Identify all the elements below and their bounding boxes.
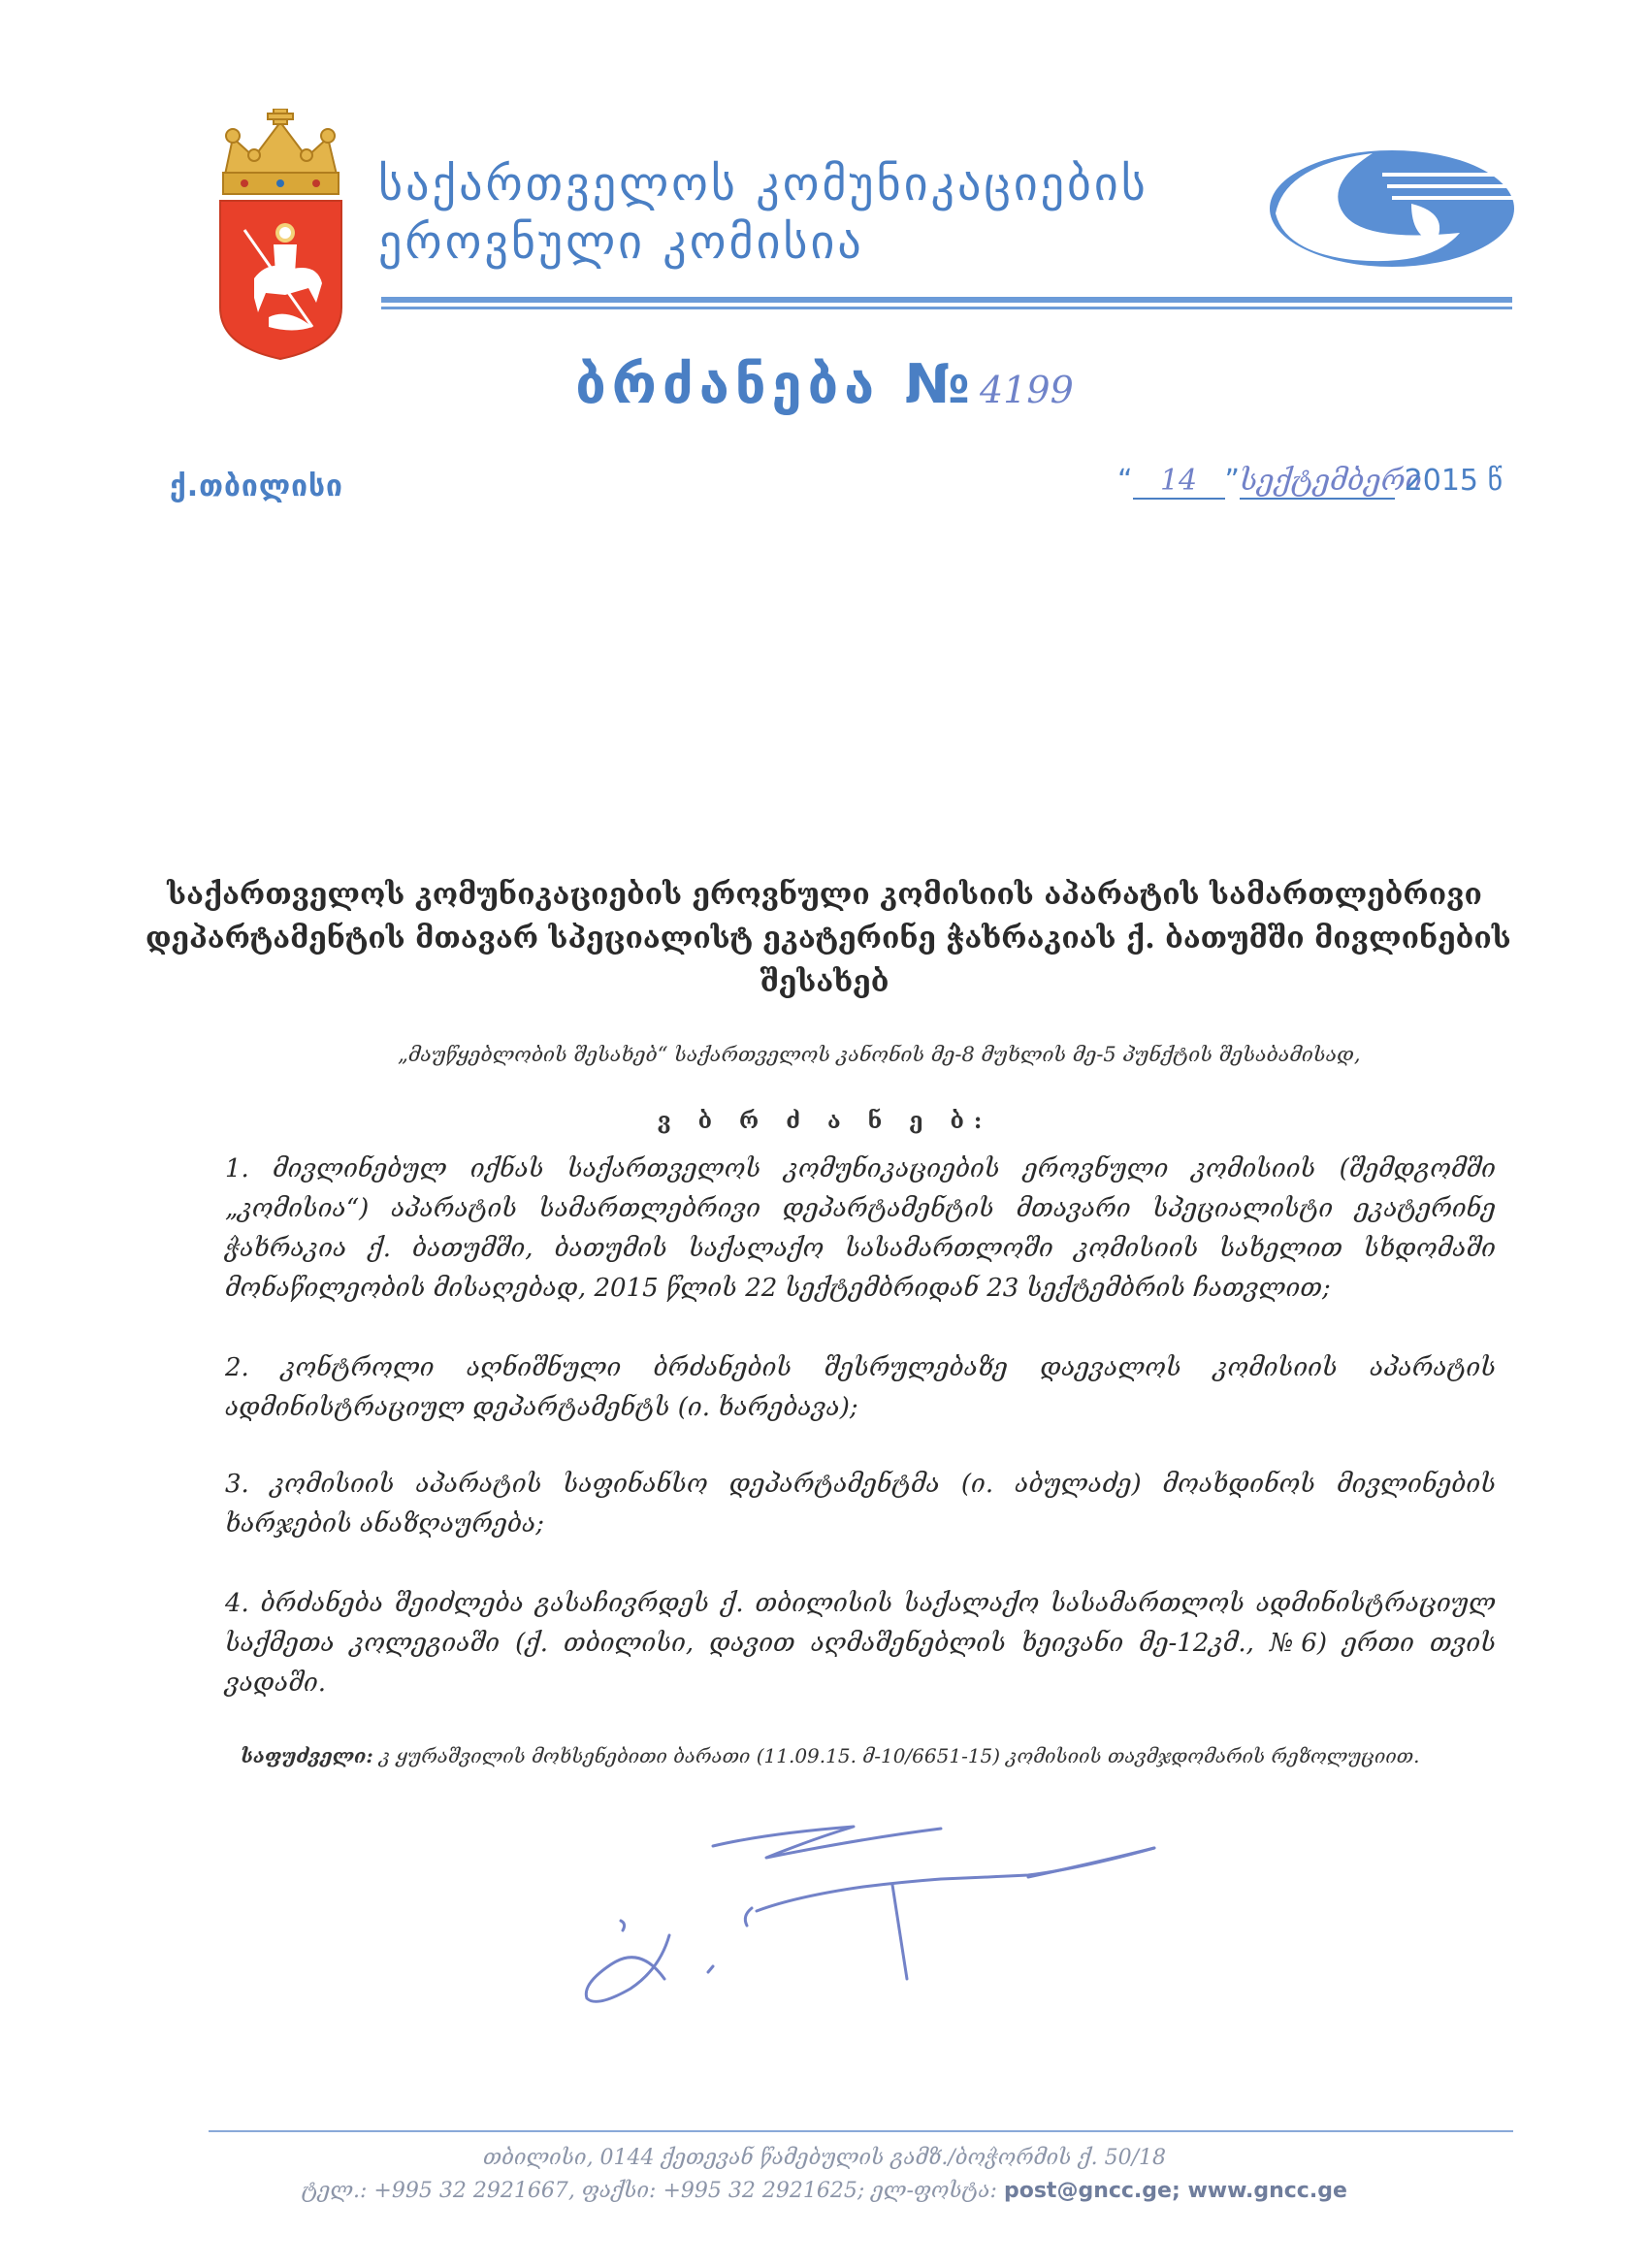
reason-note <box>241 1744 1420 1767</box>
order-word: ვ ბ რ ძ ა ნ ე ბ: <box>657 1108 992 1134</box>
paragraph-1: 1. მივლინებულ იქნას საქართველოს კომუნიკაციების ეროვნული კომისიის (შემდგომში „კომისია“) აპარატის სამართლებრივი დეპარტამენტის მთავარი სპეციალისტი ეკატერინე ჭახრაკია ქ. ბათუმში, ბათუმის საქალაქო სასამართლოში კომისიის სახელით სხდომაში მონაწილეობის მისაღებად, 2015 წლის 22 სექტემბრიდან 23 სექტემბრის ჩათვლით; <box>225 1154 1496 1303</box>
footer-divider <box>209 2130 1513 2132</box>
paragraph-2: 2. კონტროლი აღნიშნული ბრძანების შესრულებაზე დაევალოს კომისიის აპარატის ადმინისტრაციულ დეპარტამენტს (ი. ხარებავა); <box>225 1353 1496 1422</box>
phone-label: ტელ.: <box>302 2179 374 2203</box>
date-month: სექტემბერი <box>1240 464 1422 498</box>
website-link[interactable]: www.gncc.ge <box>1187 2179 1347 2203</box>
issue-city: ქ.თბილისი <box>170 470 343 503</box>
date-open-quote: “ <box>1117 464 1133 498</box>
organization-name-line1: საქართველოს კომუნიკაციების <box>378 157 1148 211</box>
reason-label: საფუძველი: <box>241 1744 373 1767</box>
coat-of-arms-emblem <box>215 109 346 361</box>
fax-number: +995 32 2921625 <box>663 2179 857 2203</box>
organization-name-line2: ეროვნული კომისია <box>378 215 864 270</box>
subject-line-3: შესახებ <box>760 965 889 999</box>
contact-separator: ; <box>1171 2179 1188 2203</box>
phone-number: +995 32 2921667 <box>373 2179 568 2203</box>
date-close-quote: ” <box>1224 464 1241 498</box>
email-link[interactable]: post@gncc.ge <box>1003 2179 1172 2203</box>
date-year: 2015 <box>1404 464 1478 498</box>
order-title: ბრძანება № <box>575 353 977 416</box>
subject-line-2: დეპარტამენტის მთავარ სპეციალისტ ეკატერინე ჭახრაკიას ქ. ბათუმში მივლინების <box>146 922 1511 956</box>
footer-address: თბილისი, 0144 ქეთევან წამებულის გამზ./ბოჭორმის ქ. 50/18 <box>483 2146 1166 2170</box>
order-number: 4199 <box>980 369 1074 411</box>
handwritten-signature <box>572 1799 1174 2052</box>
date-day: 14 <box>1133 464 1225 500</box>
fax-label: , ფაქსი: <box>567 2179 663 2203</box>
order-heading <box>0 353 1649 416</box>
header-divider <box>381 297 1512 309</box>
gncc-logo-icon <box>1266 146 1518 272</box>
date-suffix: წ <box>1487 464 1504 498</box>
subject-line-1: საქართველოს კომუნიკაციების ეროვნული კომისიის აპარატის სამართლებრივი <box>167 878 1482 912</box>
footer-contacts <box>0 2179 1649 2203</box>
paragraph-4: 4. ბრძანება შეიძლება გასაჩივრდეს ქ. თბილისის საქალაქო სასამართლოს ადმინისტრაციულ საქმეთა კოლეგიაში (ქ. თბილისი, დავით აღმაშენებლის ხეივანი მე-12კმ., №6) ერთი თვის ვადაში. <box>225 1589 1496 1698</box>
legal-basis: „მაუწყებლობის შესახებ“ საქართველოს კანონის მე-8 მუხლის მე-5 პუნქტის შესაბამისად, <box>398 1043 1361 1066</box>
reason-text: კ ყურაშვილის მოხსენებითი ბარათი (11.09.15. მ-10/6651-15) კომისიის თავმჯდომარის რეზოლუციით. <box>372 1744 1420 1767</box>
issue-date <box>1117 464 1503 500</box>
paragraph-3: 3. კომისიის აპარატის საფინანსო დეპარტამენტმა (ი. აბულაძე) მოახდინოს მივლინების ხარჯების ანაზღაურება; <box>225 1470 1496 1539</box>
email-label: ; ელ-ფოსტა: <box>857 2179 1004 2203</box>
